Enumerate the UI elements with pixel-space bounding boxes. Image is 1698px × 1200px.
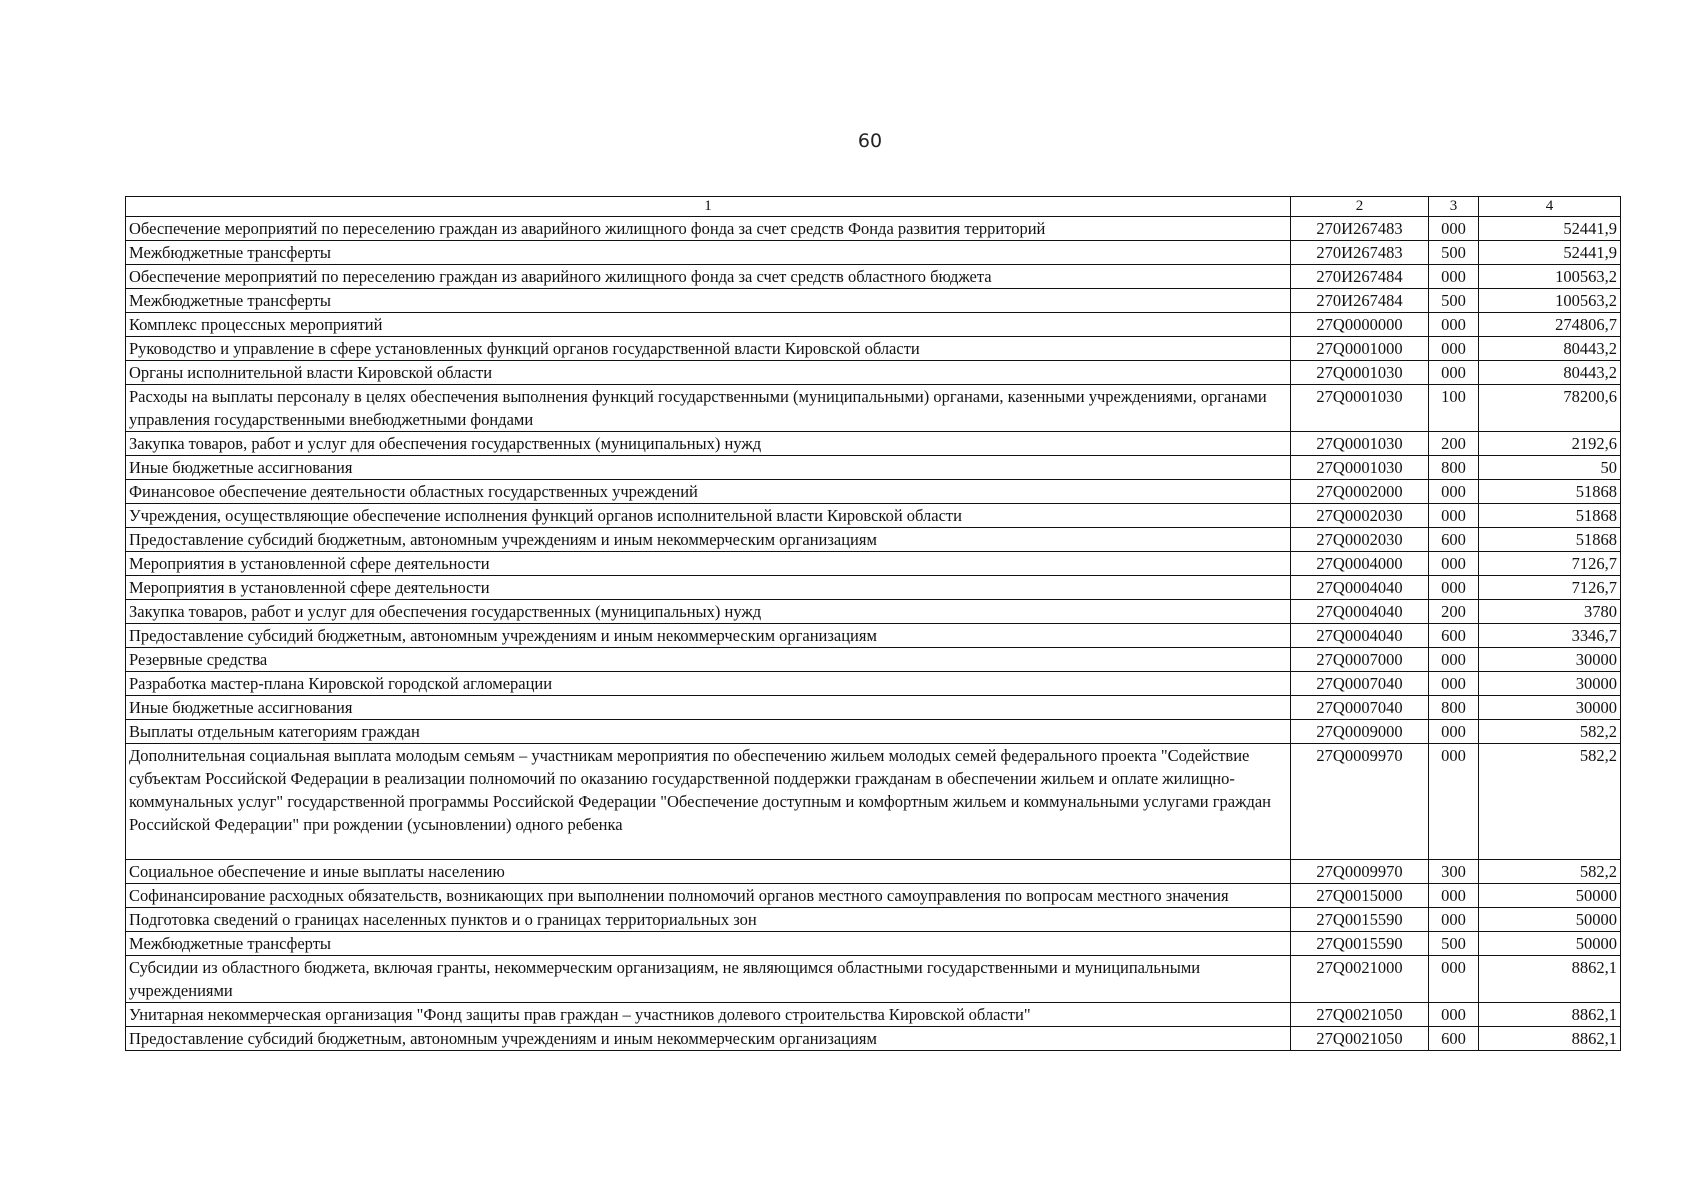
row-code-cell: 270И267483 (1291, 241, 1429, 265)
row-sum-cell: 80443,2 (1479, 337, 1621, 361)
table-row (126, 1027, 1621, 1051)
row-name-cell: Мероприятия в установленной сфере деятельности (126, 552, 1291, 576)
row-type-cell: 800 (1429, 456, 1479, 480)
table-row (126, 432, 1621, 456)
table-row (126, 337, 1621, 361)
row-name-cell: Закупка товаров, работ и услуг для обеспечения государственных (муниципальных) нужд (126, 432, 1291, 456)
row-sum-cell: 3346,7 (1479, 624, 1621, 648)
table-row (126, 600, 1621, 624)
table-row (126, 552, 1621, 576)
header-col-4: 4 (1479, 197, 1621, 217)
table-row (126, 265, 1621, 289)
table-row (126, 908, 1621, 932)
row-code-cell: 27Q0009000 (1291, 720, 1429, 744)
row-type-cell: 000 (1429, 956, 1479, 1003)
row-name-cell: Руководство и управление в сфере установленных функций органов государственной власти Кировской области (126, 337, 1291, 361)
row-type-cell: 200 (1429, 432, 1479, 456)
row-type-cell: 000 (1429, 217, 1479, 241)
row-name-cell: Межбюджетные трансферты (126, 932, 1291, 956)
table-row (126, 1003, 1621, 1027)
table-row (126, 672, 1621, 696)
table-row (126, 289, 1621, 313)
row-sum-cell: 78200,6 (1479, 385, 1621, 432)
row-code-cell: 27Q0007040 (1291, 696, 1429, 720)
row-type-cell: 100 (1429, 385, 1479, 432)
row-code-cell: 27Q0001030 (1291, 361, 1429, 385)
row-name-cell: Комплекс процессных мероприятий (126, 313, 1291, 337)
row-code-cell: 27Q0015590 (1291, 932, 1429, 956)
header-col-1: 1 (126, 197, 1291, 217)
row-code-cell: 27Q0002000 (1291, 480, 1429, 504)
row-sum-cell: 80443,2 (1479, 361, 1621, 385)
row-type-cell: 000 (1429, 884, 1479, 908)
table-row (126, 241, 1621, 265)
row-sum-cell: 52441,9 (1479, 217, 1621, 241)
row-name-cell: Социальное обеспечение и иные выплаты населению (126, 860, 1291, 884)
row-sum-cell: 582,2 (1479, 744, 1621, 860)
table-row (126, 456, 1621, 480)
row-code-cell: 27Q0021000 (1291, 956, 1429, 1003)
row-code-cell: 270И267484 (1291, 289, 1429, 313)
budget-table (125, 196, 1621, 1051)
row-type-cell: 000 (1429, 672, 1479, 696)
row-type-cell: 500 (1429, 241, 1479, 265)
table-row (126, 361, 1621, 385)
row-code-cell: 27Q0001000 (1291, 337, 1429, 361)
row-name-cell: Межбюджетные трансферты (126, 289, 1291, 313)
table-row (126, 385, 1621, 432)
table-row (126, 744, 1621, 860)
row-sum-cell: 8862,1 (1479, 956, 1621, 1003)
row-type-cell: 000 (1429, 313, 1479, 337)
header-col-3: 3 (1429, 197, 1479, 217)
table-row (126, 860, 1621, 884)
row-sum-cell: 51868 (1479, 480, 1621, 504)
table-row (126, 648, 1621, 672)
row-name-cell: Органы исполнительной власти Кировской области (126, 361, 1291, 385)
row-sum-cell: 30000 (1479, 648, 1621, 672)
row-name-cell: Предоставление субсидий бюджетным, автономным учреждениям и иным некоммерческим организациям (126, 624, 1291, 648)
row-name-cell: Межбюджетные трансферты (126, 241, 1291, 265)
table-row (126, 528, 1621, 552)
row-name-cell: Подготовка сведений о границах населенных пунктов и о границах территориальных зон (126, 908, 1291, 932)
row-code-cell: 270И267483 (1291, 217, 1429, 241)
table-row (126, 720, 1621, 744)
row-sum-cell: 3780 (1479, 600, 1621, 624)
row-name-cell: Учреждения, осуществляющие обеспечение исполнения функций органов исполнительной власти Кировской области (126, 504, 1291, 528)
row-name-cell: Предоставление субсидий бюджетным, автономным учреждениям и иным некоммерческим организациям (126, 1027, 1291, 1051)
table-row (126, 480, 1621, 504)
row-code-cell: 270И267484 (1291, 265, 1429, 289)
row-type-cell: 000 (1429, 908, 1479, 932)
row-code-cell: 27Q0009970 (1291, 860, 1429, 884)
row-sum-cell: 100563,2 (1479, 265, 1621, 289)
row-code-cell: 27Q0004040 (1291, 576, 1429, 600)
row-sum-cell: 582,2 (1479, 860, 1621, 884)
row-name-cell: Дополнительная социальная выплата молодым семьям – участникам мероприятия по обеспечению жильем молодых семей федерального проекта "Содействие субъектам Российской Федерации в реализации полномочий по оказанию государственной поддержки гражданам в обеспечении жильем и оплате жилищно-коммунальных услуг" государственной программы Российской Федерации "Обеспечение доступным и комфортным жильем и коммунальными услугами граждан Российской Федерации" при рождении (усыновлении) одного ребенка (126, 744, 1291, 860)
row-sum-cell: 2192,6 (1479, 432, 1621, 456)
row-type-cell: 500 (1429, 289, 1479, 313)
table-row (126, 932, 1621, 956)
table-header-row (126, 197, 1621, 217)
row-type-cell: 600 (1429, 624, 1479, 648)
row-code-cell: 27Q0001030 (1291, 385, 1429, 432)
table-row (126, 504, 1621, 528)
row-type-cell: 500 (1429, 932, 1479, 956)
row-type-cell: 000 (1429, 504, 1479, 528)
row-name-cell: Унитарная некоммерческая организация "Фонд защиты прав граждан – участников долевого строительства Кировской области" (126, 1003, 1291, 1027)
table-row (126, 217, 1621, 241)
row-code-cell: 27Q0002030 (1291, 528, 1429, 552)
table-row (126, 696, 1621, 720)
row-name-cell: Резервные средства (126, 648, 1291, 672)
row-code-cell: 27Q0009970 (1291, 744, 1429, 860)
row-type-cell: 000 (1429, 576, 1479, 600)
row-sum-cell: 30000 (1479, 696, 1621, 720)
row-sum-cell: 8862,1 (1479, 1003, 1621, 1027)
row-name-cell: Предоставление субсидий бюджетным, автономным учреждениям и иным некоммерческим организациям (126, 528, 1291, 552)
row-type-cell: 600 (1429, 528, 1479, 552)
row-sum-cell: 50 (1479, 456, 1621, 480)
row-sum-cell: 582,2 (1479, 720, 1621, 744)
table-row (126, 624, 1621, 648)
row-name-cell: Закупка товаров, работ и услуг для обеспечения государственных (муниципальных) нужд (126, 600, 1291, 624)
row-name-cell: Выплаты отдельным категориям граждан (126, 720, 1291, 744)
table-row (126, 884, 1621, 908)
row-sum-cell: 8862,1 (1479, 1027, 1621, 1051)
row-type-cell: 800 (1429, 696, 1479, 720)
row-sum-cell: 50000 (1479, 884, 1621, 908)
row-sum-cell: 51868 (1479, 504, 1621, 528)
row-name-cell: Расходы на выплаты персоналу в целях обеспечения выполнения функций государственными (муниципальными) органами, казенными учреждениями, органами управления государственными внебюджетными фондами (126, 385, 1291, 432)
row-name-cell: Иные бюджетные ассигнования (126, 696, 1291, 720)
row-name-cell: Субсидии из областного бюджета, включая гранты, некоммерческим организациям, не являющимся областными государственными и муниципальными учреждениями (126, 956, 1291, 1003)
row-code-cell: 27Q0021050 (1291, 1003, 1429, 1027)
row-code-cell: 27Q0015000 (1291, 884, 1429, 908)
row-code-cell: 27Q0007040 (1291, 672, 1429, 696)
row-name-cell: Обеспечение мероприятий по переселению граждан из аварийного жилищного фонда за счет средств Фонда развития территорий (126, 217, 1291, 241)
row-code-cell: 27Q0002030 (1291, 504, 1429, 528)
row-name-cell: Иные бюджетные ассигнования (126, 456, 1291, 480)
row-type-cell: 000 (1429, 720, 1479, 744)
table-row (126, 576, 1621, 600)
row-type-cell: 000 (1429, 337, 1479, 361)
row-type-cell: 000 (1429, 552, 1479, 576)
row-code-cell: 27Q0004040 (1291, 624, 1429, 648)
row-code-cell: 27Q0004040 (1291, 600, 1429, 624)
row-sum-cell: 51868 (1479, 528, 1621, 552)
row-name-cell: Мероприятия в установленной сфере деятельности (126, 576, 1291, 600)
row-type-cell: 000 (1429, 648, 1479, 672)
row-type-cell: 000 (1429, 1003, 1479, 1027)
row-name-cell: Софинансирование расходных обязательств, возникающих при выполнении полномочий органов местного самоуправления по вопросам местного значения (126, 884, 1291, 908)
row-code-cell: 27Q0004000 (1291, 552, 1429, 576)
table-body (126, 217, 1621, 1051)
row-sum-cell: 100563,2 (1479, 289, 1621, 313)
row-name-cell: Обеспечение мероприятий по переселению граждан из аварийного жилищного фонда за счет средств областного бюджета (126, 265, 1291, 289)
row-code-cell: 27Q0001030 (1291, 456, 1429, 480)
header-col-2: 2 (1291, 197, 1429, 217)
row-type-cell: 300 (1429, 860, 1479, 884)
row-type-cell: 000 (1429, 480, 1479, 504)
row-sum-cell: 50000 (1479, 932, 1621, 956)
row-name-cell: Разработка мастер-плана Кировской городской агломерации (126, 672, 1291, 696)
page-number: 60 (857, 130, 883, 152)
row-name-cell: Финансовое обеспечение деятельности областных государственных учреждений (126, 480, 1291, 504)
row-sum-cell: 52441,9 (1479, 241, 1621, 265)
row-code-cell: 27Q0021050 (1291, 1027, 1429, 1051)
row-type-cell: 000 (1429, 361, 1479, 385)
row-type-cell: 200 (1429, 600, 1479, 624)
row-sum-cell: 50000 (1479, 908, 1621, 932)
row-code-cell: 27Q0015590 (1291, 908, 1429, 932)
row-sum-cell: 7126,7 (1479, 576, 1621, 600)
row-type-cell: 000 (1429, 265, 1479, 289)
row-code-cell: 27Q0000000 (1291, 313, 1429, 337)
row-sum-cell: 274806,7 (1479, 313, 1621, 337)
row-code-cell: 27Q0007000 (1291, 648, 1429, 672)
row-type-cell: 600 (1429, 1027, 1479, 1051)
row-code-cell: 27Q0001030 (1291, 432, 1429, 456)
row-sum-cell: 7126,7 (1479, 552, 1621, 576)
table-row (126, 313, 1621, 337)
row-sum-cell: 30000 (1479, 672, 1621, 696)
table-row (126, 956, 1621, 1003)
row-type-cell: 000 (1429, 744, 1479, 860)
